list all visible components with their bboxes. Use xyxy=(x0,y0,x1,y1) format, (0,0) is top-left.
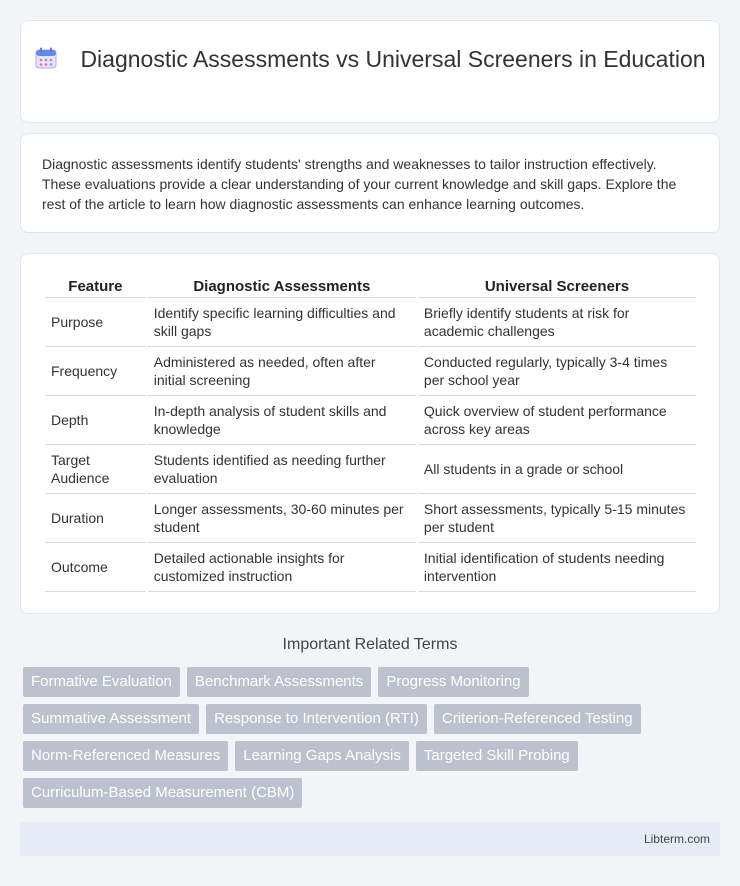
row-diagnostic: Administered as needed, often after initial screening xyxy=(148,347,416,396)
header-screeners: Universal Screeners xyxy=(418,276,696,298)
footer xyxy=(20,822,720,856)
related-tag[interactable]: Benchmark Assessments xyxy=(187,667,371,697)
row-feature: Target Audience xyxy=(45,445,146,494)
row-feature: Duration xyxy=(45,494,146,543)
row-diagnostic: Longer assessments, 30-60 minutes per student xyxy=(148,494,416,543)
related-tag[interactable]: Learning Gaps Analysis xyxy=(235,741,409,771)
related-tag[interactable]: Summative Assessment xyxy=(23,704,199,734)
row-diagnostic: In-depth analysis of student skills and knowledge xyxy=(148,396,416,445)
related-terms-list xyxy=(23,667,703,808)
calendar-icon xyxy=(34,46,58,70)
table-header-row xyxy=(45,276,696,298)
row-screener: Briefly identify students at risk for academic challenges xyxy=(418,298,696,347)
header-card xyxy=(20,20,720,123)
related-tag[interactable]: Progress Monitoring xyxy=(378,667,528,697)
related-tag[interactable]: Norm-Referenced Measures xyxy=(23,741,228,771)
table-row xyxy=(45,543,696,592)
row-screener: Quick overview of student performance across key areas xyxy=(418,396,696,445)
related-terms-title: Important Related Terms xyxy=(282,636,458,653)
table-row xyxy=(45,445,696,494)
row-screener: Initial identification of students needing intervention xyxy=(418,543,696,592)
table-row xyxy=(45,298,696,347)
related-tag[interactable]: Response to Intervention (RTI) xyxy=(206,704,427,734)
header-diagnostic: Diagnostic Assessments xyxy=(148,276,416,298)
related-tag[interactable]: Curriculum-Based Measurement (CBM) xyxy=(23,778,302,808)
row-screener: All students in a grade or school xyxy=(418,445,696,494)
row-diagnostic: Students identified as needing further evaluation xyxy=(148,445,416,494)
row-screener: Conducted regularly, typically 3-4 times per school year xyxy=(418,347,696,396)
row-diagnostic: Detailed actionable insights for customized instruction xyxy=(148,543,416,592)
row-screener: Short assessments, typically 5-15 minutes per student xyxy=(418,494,696,543)
page-title: Diagnostic Assessments vs Universal Screeners in Education xyxy=(80,46,706,72)
page-title-wrap xyxy=(21,45,719,74)
row-feature: Outcome xyxy=(45,543,146,592)
row-feature: Purpose xyxy=(45,298,146,347)
related-tag[interactable]: Formative Evaluation xyxy=(23,667,180,697)
footer-brand[interactable]: Libterm.com xyxy=(643,832,710,846)
intro-card xyxy=(20,133,720,233)
comparison-table xyxy=(43,276,698,592)
comparison-card xyxy=(20,253,720,614)
intro-paragraph: Diagnostic assessments identify students' strengths and weaknesses to tailor instruction effectively. These evaluations provide a clear understanding of your current knowledge and skill gaps. Explore the rest of the article to learn how diagnostic assessments can enhance learning outcomes. xyxy=(42,156,677,212)
table-row xyxy=(45,494,696,543)
related-tag[interactable]: Criterion-Referenced Testing xyxy=(434,704,641,734)
related-tag[interactable]: Targeted Skill Probing xyxy=(416,741,578,771)
header-feature: Feature xyxy=(45,276,146,298)
table-row xyxy=(45,396,696,445)
row-feature: Frequency xyxy=(45,347,146,396)
row-feature: Depth xyxy=(45,396,146,445)
row-diagnostic: Identify specific learning difficulties and skill gaps xyxy=(148,298,416,347)
table-row xyxy=(45,347,696,396)
